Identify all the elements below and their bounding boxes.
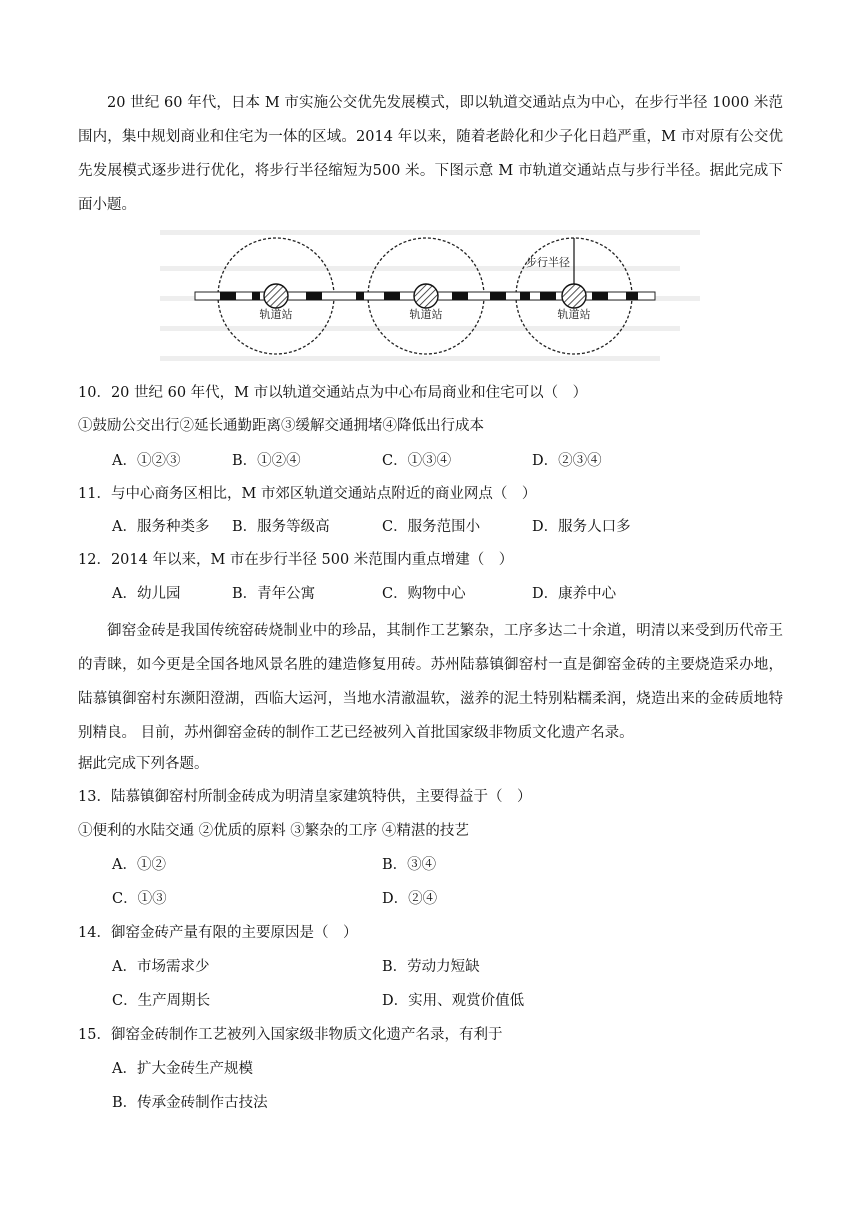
q14-option-a: A．市场需求少 <box>112 959 210 975</box>
q15-option-a: A．扩大金砖生产规模 <box>112 1061 253 1077</box>
q14-option-d: D．实用、观赏价值低 <box>382 993 525 1009</box>
walking-radius-label: 步行半径 <box>526 256 570 269</box>
q15-option-b: B．传承金砖制作古技法 <box>112 1095 268 1111</box>
question-13-stem: 13．陆慕镇御窑村所制金砖成为明清皇家建筑特供，主要得益于（ ） <box>78 789 532 805</box>
q11-option-b: B．服务等级高 <box>232 519 330 535</box>
q11-option-c: C．服务范围小 <box>382 519 481 535</box>
question-12-stem: 12．2014 年以来，M 市在步行半径 500 米范围内重点增建（ ） <box>78 552 514 568</box>
station-marker-3 <box>562 284 586 308</box>
q11-option-a: A．服务种类多 <box>112 519 210 535</box>
question-15-stem: 15．御窑金砖制作工艺被列入国家级非物质文化遗产名录，有利于 <box>78 1027 503 1043</box>
q12-option-c: C．购物中心 <box>382 586 466 602</box>
station-label-1: 轨道站 <box>259 308 293 321</box>
station-marker-2 <box>414 284 438 308</box>
station-marker-1 <box>264 284 288 308</box>
q12-option-b: B．青年公寓 <box>232 586 316 602</box>
q10-option-b: B．①②④ <box>232 453 301 469</box>
q14-option-b: B．劳动力短缺 <box>382 959 480 975</box>
q13-option-a: A．①② <box>112 857 166 873</box>
q14-option-c: C．生产周期长 <box>112 993 211 1009</box>
question-11-stem: 11．与中心商务区相比，M 市郊区轨道交通站点附近的商业网点（ ） <box>78 486 537 502</box>
q13-option-b: B．③④ <box>382 857 437 873</box>
question-14-stem: 14．御窑金砖产量有限的主要原因是（ ） <box>78 925 358 941</box>
rail-station-figure <box>160 218 710 376</box>
question-10-stem: 10．20 世纪 60 年代，M 市以轨道交通站点为中心布局商业和住宅可以（ ） <box>78 385 588 401</box>
passage-2: 御窑金砖是我国传统窑砖烧制业中的珍品，其制作工艺繁杂，工序多达二十余道，明清以来受到历代帝王的青睐，如今更是全国各地风景名胜的建造修复用砖。苏州陆慕镇御窑村一直是御窑金砖的主要烧造采办地，陆慕镇御窑村东濒阳澄湖，西临大运河，当地水清澈温软，滋养的泥土特别粘糯柔润，烧造出来的金砖质地特别精良。 目前，苏州御窑金砖的制作工艺已经被列入首批国家级非物质文化遗产名录。 <box>78 623 783 741</box>
passage-2-instruction: 据此完成下列各题。 <box>78 756 209 772</box>
q13-option-c: C．①③ <box>112 891 167 907</box>
q10-option-c: C．①③④ <box>382 453 452 469</box>
station-label-2: 轨道站 <box>409 308 443 321</box>
q10-option-d: D．②③④ <box>532 453 602 469</box>
passage-1: 20 世纪 60 年代，日本 M 市实施公交优先发展模式，即以轨道交通站点为中心，在步行半径 1000 米范围内，集中规划商业和住宅为一体的区域。2014 年以来，随着老龄化和少子化日趋严重，M 市对原有公交优先发展模式逐步进行优化，将步行半径缩短为500 米。下图示意 M 市轨道交通站点与步行半径。据此完成下面小题。 <box>78 95 783 213</box>
station-label-3: 轨道站 <box>557 308 591 321</box>
q12-option-a: A．幼儿园 <box>112 586 181 602</box>
question-13-items: ①便利的水陆交通 ②优质的原料 ③繁杂的工序 ④精湛的技艺 <box>78 823 469 839</box>
q10-option-a: A．①②③ <box>112 453 181 469</box>
question-10-items: ①鼓励公交出行②延长通勤距离③缓解交通拥堵④降低出行成本 <box>78 418 484 434</box>
q13-option-d: D．②④ <box>382 891 438 907</box>
q11-option-d: D．服务人口多 <box>532 519 631 535</box>
q12-option-d: D．康养中心 <box>532 586 617 602</box>
